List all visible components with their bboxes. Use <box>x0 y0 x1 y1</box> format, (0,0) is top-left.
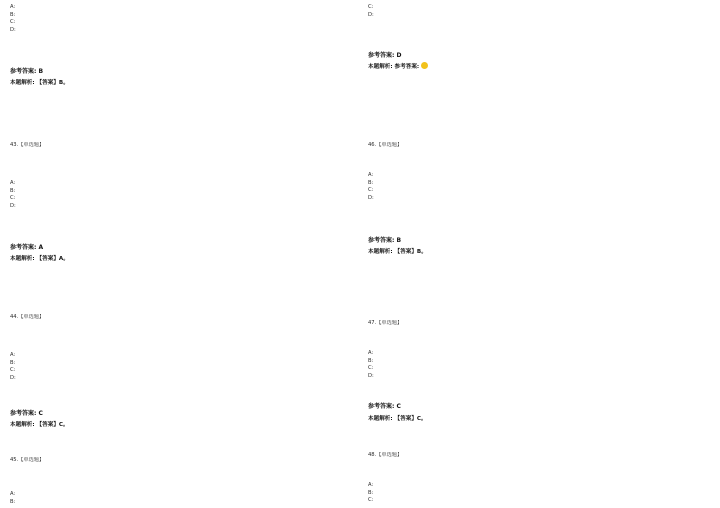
answer-explanation: 本题解析: 【答案】B。 <box>368 249 427 255</box>
option-b: B: <box>10 359 16 366</box>
option-c: C: <box>10 367 16 374</box>
answer-explanation: 本题解析: 【答案】C。 <box>368 416 427 422</box>
question-46-options <box>368 172 708 202</box>
option-a: A: <box>368 172 374 178</box>
question-46-stem: 46.【单选题】 <box>368 142 403 148</box>
question-47-stem: 47.【单选题】 <box>368 320 403 326</box>
option-a: A: <box>10 4 16 10</box>
answer-explanation: 本题解析: 参考答案: <box>368 62 708 72</box>
reference-answer: 参考答案: B <box>368 237 402 244</box>
reference-answer: 参考答案: C <box>10 410 43 417</box>
option-b: B: <box>10 187 16 194</box>
question-45-stem: 45.【单选题】 <box>10 457 45 463</box>
question-44-stem: 44.【单选题】 <box>10 314 45 320</box>
option-d: D: <box>10 374 16 381</box>
answer-explanation: 本题解析: 【答案】A。 <box>10 256 69 262</box>
option-b: B: <box>10 498 16 505</box>
reference-answer: 参考答案: D <box>368 52 402 59</box>
option-a: A: <box>368 482 374 488</box>
smile-emoji-icon <box>421 62 428 69</box>
question-45-options <box>10 491 350 506</box>
question-44-options <box>10 352 350 382</box>
question-42-options-cont <box>368 4 708 19</box>
option-d: D: <box>368 194 374 201</box>
option-c: C: <box>368 497 374 504</box>
option-b: B: <box>368 357 374 364</box>
option-c: C: <box>10 19 16 26</box>
option-d: D: <box>10 202 16 209</box>
option-c: C: <box>368 4 374 10</box>
option-c: C: <box>368 365 374 372</box>
reference-answer: 参考答案: B <box>10 68 44 75</box>
option-b: B: <box>10 11 16 18</box>
option-d: D: <box>10 26 16 33</box>
question-43-stem: 43.【单选题】 <box>10 142 45 148</box>
question-48-stem: 48.【单选题】 <box>368 452 403 458</box>
question-47-options <box>368 350 708 380</box>
question-48-options <box>368 482 708 505</box>
option-b: B: <box>368 489 374 496</box>
answer-explanation: 本题解析: 【答案】C。 <box>10 422 69 428</box>
option-d: D: <box>368 372 374 379</box>
reference-answer: 参考答案: A <box>10 244 44 251</box>
question-43-options <box>10 180 350 210</box>
option-a: A: <box>10 180 16 186</box>
option-a: A: <box>368 350 374 356</box>
question-42-options <box>10 4 350 34</box>
option-c: C: <box>10 195 16 202</box>
option-b: B: <box>368 179 374 186</box>
answer-explanation: 本题解析: 【答案】B。 <box>10 80 69 86</box>
reference-answer: 参考答案: C <box>368 403 401 410</box>
option-a: A: <box>10 352 16 358</box>
option-c: C: <box>368 187 374 194</box>
option-a: A: <box>10 491 16 497</box>
option-d: D: <box>368 11 374 18</box>
